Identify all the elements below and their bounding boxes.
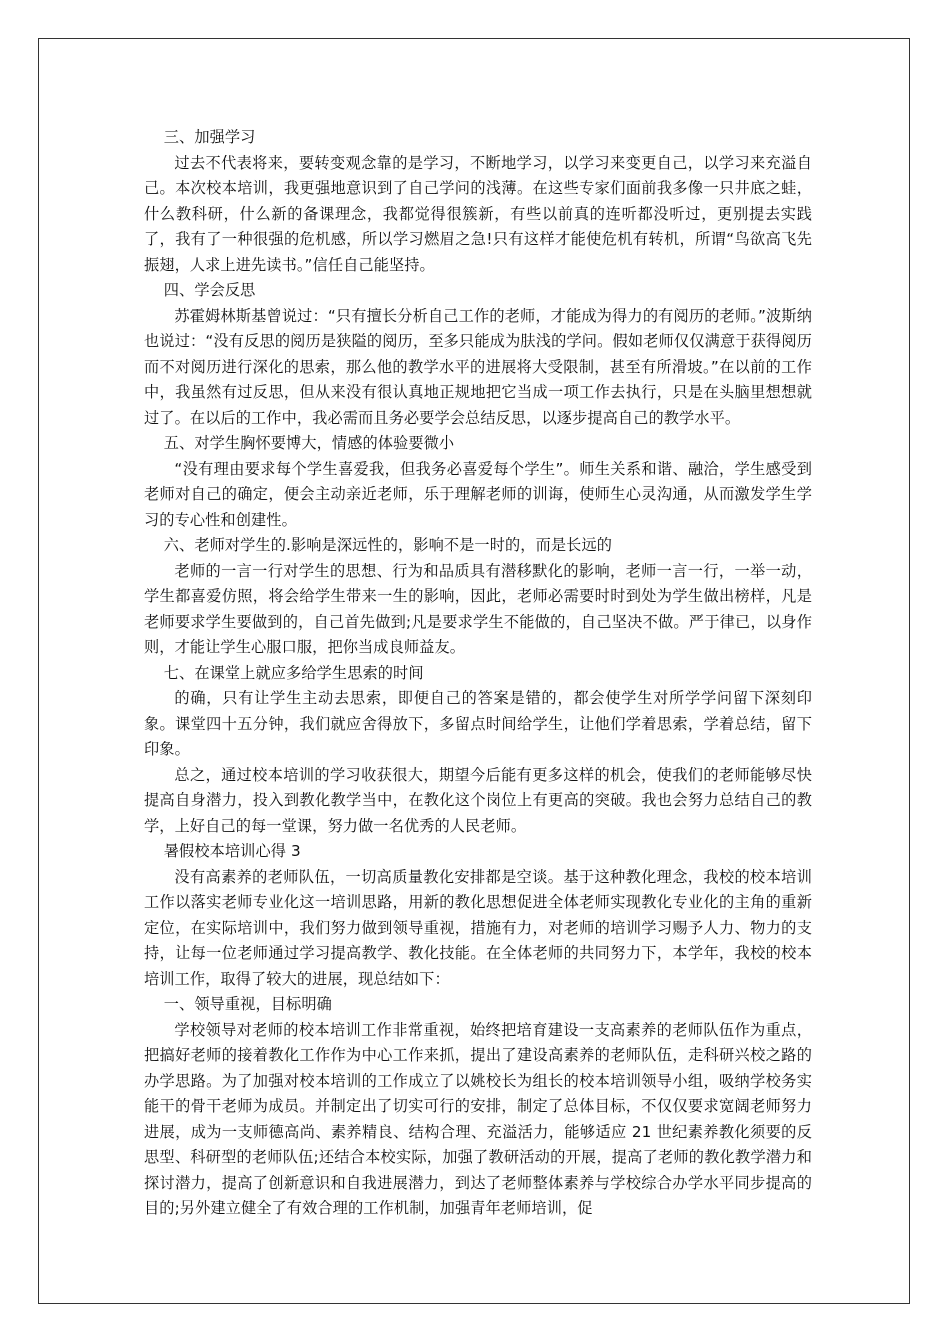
paragraph-summary: 总之，通过校本培训的学习收获很大，期望今后能有更多这样的机会，使我们的老师能够尽快提高自身潜力，投入到教化教学当中，在教化这个岗位上有更高的突破。我也会努力总结自己的教学，上好自己的每一堂课，努力做一名优秀的人民老师。 [144, 765, 812, 835]
paragraph: 没有高素养的老师队伍，一切高质量教化安排都是空谈。基于这种教化理念，我校的校本培训工作以落实老师专业化这一培训思路，用新的教化思想促进全体老师实现教化专业化的主角的重新定位，在实际培训中，我们努力做到领导重视，措施有力，对老师的培训学习赐予人力、物力的支持，让每一位老师通过学习提高教学、教化技能。在全体老师的共同努力下，本学年，我校的校本培训工作，取得了较大的进展，现总结如下： [144, 867, 812, 988]
paragraph: 老师的一言一行对学生的思想、行为和品质具有潜移默化的影响，老师一言一行，一举一动，学生都喜爱仿照，将会给学生带来一生的影响，因此，老师必需要时时到处为学生做出榜样，凡是老师要求学生要做到的，自己首先做到;凡是要求学生不能做的，自己坚决不做。严于律已，以身作则，才能让学生心服口服，把你当成良师益友。 [144, 561, 812, 656]
paragraph: 学校领导对老师的校本培训工作非常重视，始终把培育建设一支高素养的老师队伍作为重点，把搞好老师的接着教化工作作为中心工作来抓，提出了建设高素养的老师队伍，走科研兴校之路的办学思路。为了加强对校本培训的工作成立了以姚校长为组长的校本培训领导小组，吸纳学校务实能干的骨干老师为成员。并制定出了切实可行的安排，制定了总体目标，不仅仅要求宽阔老师努力进展，成为一支师德高尚、素养精良、结构合理、充溢活力，能够适应 21 世纪素养教化须要的反思型、科研型的老师队伍;还结合本校实际，加强了教研活动的开展，提高了老师的教化教学潜力和探讨潜力，提高了创新意识和自我进展潜力，到达了老师整体素养与学校综合办学水平同步提高的目的;另外建立健全了有效合理的工作机制，加强青年老师培训，促 [144, 1020, 812, 1217]
section-heading-4: 四、学会反思 [163, 281, 256, 299]
document-body [144, 125, 812, 1222]
paragraph: 苏霍姆林斯基曾说过：“只有擅长分析自己工作的老师，才能成为得力的有阅历的老师。”波斯纳也说过：“没有反思的阅历是狭隘的阅历，至多只能成为肤浅的学问。假如老师仅仅满意于获得阅历而不对阅历进行深化的思索，那么他的教学水平的进展将大受限制，甚至有所滑坡。”在以前的工作中，我虽然有过反思，但从来没有很认真地正规地把它当成一项工作去执行，只是在头脑里想想就过了。在以后的工作中，我必需而且务必要学会总结反思，以逐步提高自己的教学水平。 [144, 306, 812, 427]
paragraph: 的确，只有让学生主动去思索，即便自己的答案是错的，都会使学生对所学学问留下深刻印象。课堂四十五分钟，我们就应舍得放下，多留点时间给学生，让他们学着思索，学着总结，留下印象。 [144, 689, 812, 758]
section-heading-1: 一、领导重视，目标明确 [163, 995, 332, 1013]
section-heading-3: 三、加强学习 [163, 128, 256, 146]
section-heading-7: 七、在课堂上就应多给学生思索的时间 [163, 663, 424, 682]
section-heading-6: 六、老师对学生的.影响是深远性的，影响不是一时的，而是长远的 [163, 536, 613, 554]
paragraph: “没有理由要求每个学生喜爱我，但我务必喜爱每个学生”。师生关系和谐、融洽，学生感受到老师对自己的确定，便会主动亲近老师，乐于理解老师的训诲，使师生心灵沟通，从而激发学生学习的专心性和创建性。 [144, 459, 812, 529]
section-heading-5: 五、对学生胸怀要博大，情感的体验要微小 [163, 434, 455, 452]
article-title: 暑假校本培训心得 3 [163, 842, 301, 860]
paragraph: 过去不代表将来，要转变观念靠的是学习，不断地学习，以学习来变更自己，以学习来充溢自己。本次校本培训，我更强地意识到了自己学问的浅薄。在这些专家们面前我多像一只井底之蛙，什么教科研，什么新的备课理念，我都觉得很簇新，有些以前真的连听都没听过，更别提去实践了，我有了一种很强的危机感，所以学习燃眉之急!只有这样才能使危机有转机，所谓“鸟欲高飞先振翅，人求上进先读书。”信任自己能坚持。 [144, 153, 812, 274]
